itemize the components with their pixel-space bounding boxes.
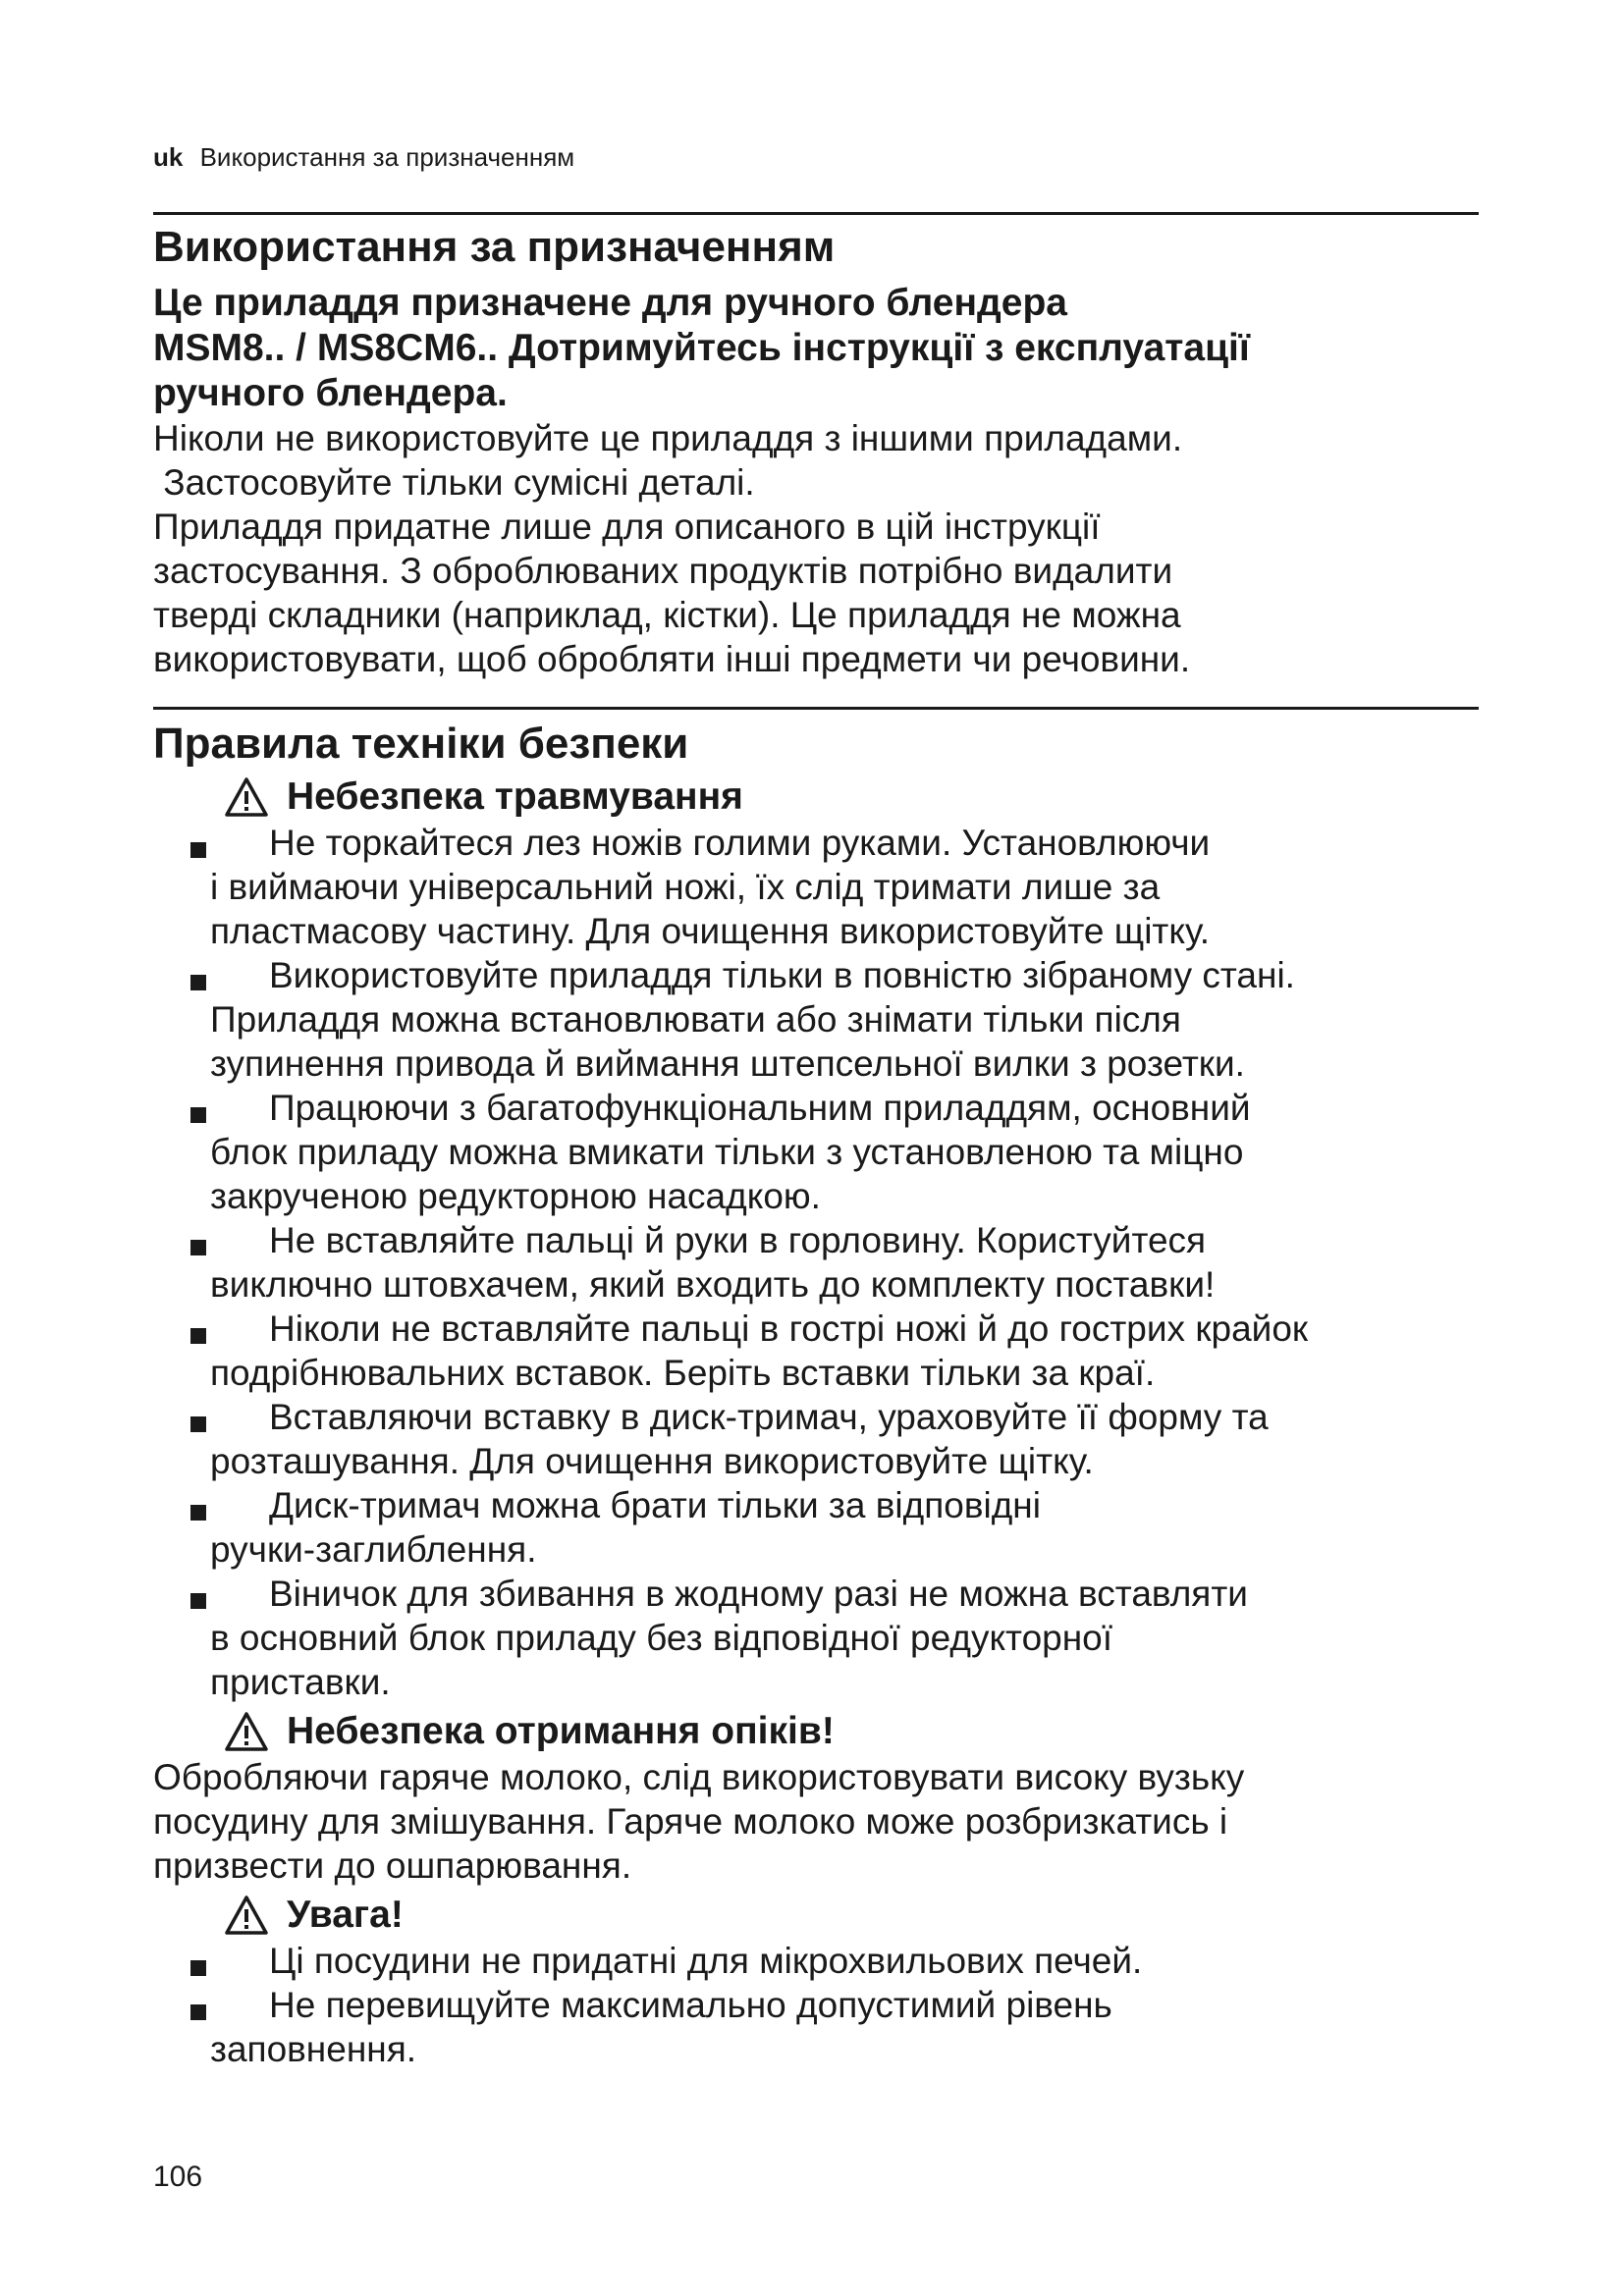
warning-triangle-icon	[224, 1711, 269, 1752]
bullet-item	[153, 1572, 1528, 1704]
body-paragraph	[153, 416, 1528, 681]
text-line: тверді складники (наприклад, кістки). Це приладдя не можна	[153, 595, 1181, 635]
text-line: Ніколи не використовуйте це приладдя з іншими приладами.	[153, 418, 1183, 458]
text-line: використовувати, щоб обробляти інші предмети чи речовини.	[153, 639, 1191, 679]
text-line: Віничок для збивання в жодному разі не можна вставляти	[269, 1574, 1248, 1614]
intro-bold-text	[153, 281, 1528, 416]
text-line: заповнення.	[210, 2029, 417, 2069]
bullet-square-icon	[189, 1488, 210, 1510]
warning-title: Небезпека отримання опіків!	[287, 1710, 835, 1752]
bullet-square-icon	[189, 1311, 210, 1333]
warning-triangle-icon	[224, 776, 269, 818]
text-line: розташування. Для очищення використовуйте щітку.	[210, 1441, 1094, 1481]
header-title: Використання за призначенням	[199, 142, 575, 172]
text-line: Не вставляйте пальці й руки в горловину. Користуйтеся	[269, 1220, 1207, 1260]
text-line: Ці посудини не придатні для мікрохвильових печей.	[269, 1941, 1143, 1981]
text-line: Це приладдя призначене для ручного блендера	[153, 282, 1067, 324]
bullet-item	[153, 1983, 1528, 2071]
text-line: Не торкайтеся лез ножів голими руками. Установлюючи	[269, 823, 1211, 863]
text-line: подрібнювальних вставок. Беріть вставки тільки за краї.	[210, 1353, 1156, 1393]
text-line: пластмасову частину. Для очищення використовуйте щітку.	[210, 911, 1211, 951]
text-line: Працюючи з багатофункціональним приладдям, основний	[269, 1088, 1251, 1128]
text-line: посудину для змішування. Гаряче молоко може розбризкатись і	[153, 1801, 1228, 1842]
bullet-square-icon	[189, 1223, 210, 1245]
running-header	[153, 141, 574, 173]
warning-injury-list	[153, 821, 1528, 1704]
text-line: ручки-заглиблення.	[210, 1529, 537, 1570]
bullet-square-icon	[189, 1988, 210, 2009]
bullet-item	[153, 821, 1528, 953]
bullet-square-icon	[189, 1944, 210, 1965]
bullet-square-icon	[189, 1091, 210, 1112]
text-line: Диск-тримач можна брати тільки за відповідні	[269, 1485, 1041, 1525]
bullet-item	[153, 1483, 1528, 1572]
text-line: блок приладу можна вмикати тільки з установленою та міцно	[210, 1132, 1244, 1172]
text-line: виключно штовхачем, який входить до комплекту поставки!	[210, 1264, 1216, 1305]
text-line: MSM8.. / MS8CM6.. Дотримуйтесь інструкції з експлуатації	[153, 327, 1250, 369]
section-divider	[153, 707, 1479, 710]
text-line: Застосовуйте тільки сумісні деталі.	[153, 462, 755, 503]
warning-triangle-icon	[224, 1895, 269, 1936]
bullet-item	[153, 1307, 1528, 1395]
text-line: в основний блок приладу без відповідної редукторної	[210, 1618, 1113, 1658]
warning-heading-burns	[224, 1708, 1528, 1755]
text-line: призвести до ошпарювання.	[153, 1845, 632, 1886]
bullet-item	[153, 1218, 1528, 1307]
warning-title: Небезпека травмування	[287, 775, 743, 818]
bullet-square-icon	[189, 958, 210, 980]
warning-attention-list	[153, 1939, 1528, 2071]
bullet-square-icon	[189, 1400, 210, 1421]
section-intended-use	[153, 222, 1528, 681]
section-heading: Правила техніки безпеки	[153, 720, 689, 768]
bullet-square-icon	[189, 1576, 210, 1598]
bullet-square-icon	[189, 826, 210, 847]
text-line: приставки.	[210, 1662, 391, 1702]
text-line: закрученою редукторною насадкою.	[210, 1176, 821, 1216]
page-number: 106	[153, 2161, 203, 2193]
text-line: Приладдя придатне лише для описаного в цій інструкції	[153, 507, 1101, 547]
warning-heading-injury	[224, 774, 1528, 821]
text-line: і виймаючи універсальний ножі, їх слід тримати лише за	[210, 867, 1161, 907]
section-divider	[153, 212, 1479, 215]
section-safety	[153, 719, 1528, 2071]
bullet-item	[153, 1395, 1528, 1483]
text-line: Не перевищуйте максимально допустимий рівень	[269, 1985, 1112, 2025]
bullet-item	[153, 953, 1528, 1086]
text-line: Обробляючи гаряче молоко, слід використовувати високу вузьку	[153, 1757, 1245, 1797]
warning-heading-attention	[224, 1892, 1528, 1939]
text-line: Вставляючи вставку в диск-тримач, ураховуйте її форму та	[269, 1397, 1269, 1437]
warning-title: Увага!	[287, 1894, 404, 1936]
burns-paragraph	[153, 1755, 1528, 1888]
bullet-item	[153, 1086, 1528, 1218]
text-line: зупинення привода й виймання штепсельної вилки з розетки.	[210, 1043, 1245, 1084]
language-code: uk	[153, 142, 184, 172]
section-heading: Використання за призначенням	[153, 223, 836, 271]
text-line: Приладдя можна встановлювати або знімати тільки після	[210, 999, 1181, 1040]
bullet-item	[153, 1939, 1528, 1983]
text-line: ручного блендера.	[153, 372, 508, 414]
text-line: застосування. З оброблюваних продуктів потрібно видалити	[153, 551, 1173, 591]
text-line: Ніколи не вставляйте пальці в гострі ножі й до гострих крайок	[269, 1308, 1309, 1349]
text-line: Використовуйте приладдя тільки в повністю зібраному стані.	[269, 955, 1295, 995]
